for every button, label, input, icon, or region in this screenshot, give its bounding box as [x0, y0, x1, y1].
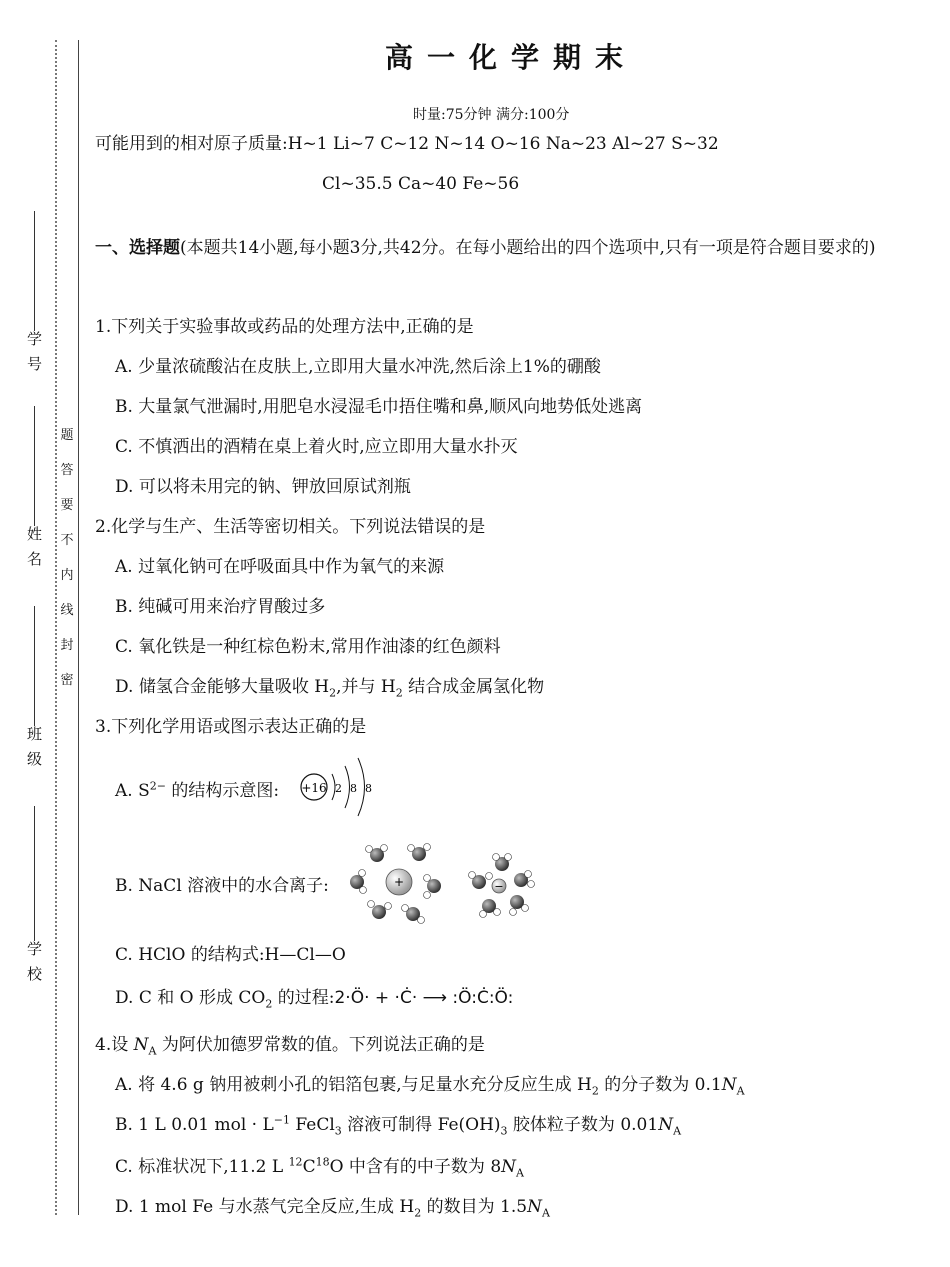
avogadro-symbol: N	[133, 1035, 149, 1055]
q3-option-a[interactable]	[115, 776, 279, 801]
avogadro-symbol: N	[721, 1075, 737, 1095]
anion-sign: −	[494, 880, 504, 893]
q3-stem: 3.下列化学用语或图示表达正确的是	[95, 717, 367, 737]
q1-option-d[interactable]: D. 可以将未用完的钠、钾放回原试剂瓶	[115, 477, 411, 497]
q2-d-text: ,并与 H	[336, 677, 396, 697]
q4-option-d[interactable]	[115, 1192, 550, 1220]
class-label: 班级	[25, 726, 43, 776]
subscript: A	[516, 1166, 524, 1180]
shell-electrons: 8	[365, 782, 372, 795]
q4-c-text: O 中含有的中子数为 8	[329, 1157, 502, 1177]
atomic-masses-line2: Cl~35.5 Ca~40 Fe~56	[322, 174, 520, 194]
seal-char: 封	[60, 638, 74, 653]
subscript: A	[541, 1206, 550, 1220]
q2-d-text: 结合成金属氢化物	[402, 677, 545, 697]
seal-char: 密	[60, 673, 74, 688]
q2-option-d[interactable]	[115, 672, 544, 699]
seal-char: 答	[60, 463, 74, 478]
field-class[interactable]	[22, 600, 46, 776]
q3-d-text: 的过程:	[272, 988, 335, 1008]
electron-shell-arc	[358, 758, 365, 816]
binding-margin	[0, 0, 95, 1215]
section-desc: (本题共14小题,每小题3分,共42分。在每小题给出的四个选项中,只有一项是符合题目要求的)	[180, 238, 876, 258]
name-blank[interactable]	[34, 406, 35, 526]
q2-option-a[interactable]: A. 过氧化钠可在呼吸面具中作为氧气的来源	[115, 557, 445, 577]
q2-option-c[interactable]: C. 氧化铁是一种红棕色粉末,常用作油漆的红色颜料	[115, 637, 501, 657]
avogadro-symbol: N	[501, 1157, 517, 1177]
subscript: 2	[265, 997, 273, 1011]
subscript: 2	[329, 686, 337, 700]
exam-meta: 时量:75分钟 满分:100分	[413, 107, 570, 123]
q3-option-b[interactable]: B. NaCl 溶液中的水合离子:	[115, 876, 329, 896]
subscript: 2	[591, 1084, 599, 1098]
student-id-blank[interactable]	[34, 211, 35, 331]
q1-stem: 1.下列关于实验事故或药品的处理方法中,正确的是	[95, 317, 474, 337]
fold-dotted-line	[55, 40, 57, 1215]
class-blank[interactable]	[34, 606, 35, 726]
q4-d-text: 的数目为 1.5	[421, 1197, 528, 1217]
shell-electrons: 2	[335, 782, 342, 795]
superscript: −1	[273, 1113, 290, 1127]
subscript: 2	[414, 1206, 422, 1220]
seal-warning	[58, 418, 76, 698]
seal-char: 要	[60, 498, 74, 513]
atomic-masses-line1: 可能用到的相对原子质量:H~1 Li~7 C~12 N~14 O~16 Na~23 Al~27 S~32	[95, 134, 719, 154]
page-title: 高一化学期末	[385, 41, 638, 74]
q4-b-text: 溶液可制得 Fe(OH)	[341, 1115, 501, 1135]
q1-option-a[interactable]: A. 少量浓硫酸沾在皮肤上,立即用大量水冲洗,然后涂上1%的硼酸	[115, 357, 601, 377]
q4-a-text: 的分子数为 0.1	[598, 1075, 722, 1095]
superscript: 2−	[149, 779, 166, 793]
field-school[interactable]	[22, 800, 46, 991]
q4-option-a[interactable]	[115, 1070, 745, 1097]
electron-shell-arc	[345, 766, 350, 808]
q4-option-b[interactable]	[115, 1110, 681, 1137]
q4-c-text: C	[302, 1157, 316, 1177]
q4-option-c[interactable]	[115, 1152, 524, 1179]
section-title: 一、选择题	[95, 238, 180, 258]
q3-option-c[interactable]: C. HClO 的结构式:H—Cl—O	[115, 945, 346, 965]
lewis-equation-right: :Ö:Ċ:Ö:	[452, 988, 514, 1008]
hydrated-cation	[350, 844, 441, 924]
section-heading	[95, 228, 940, 268]
cation-sign: +	[393, 875, 405, 889]
seal-char: 题	[60, 428, 74, 443]
subscript: 3	[334, 1124, 342, 1138]
superscript: 18	[315, 1155, 330, 1169]
subscript: A	[148, 1044, 157, 1058]
field-name[interactable]	[22, 400, 46, 576]
q3-d-text: D. C 和 O 形成 CO	[115, 988, 266, 1008]
shell-electrons: 8	[350, 782, 357, 795]
superscript: 12	[288, 1155, 303, 1169]
hydrated-ions-diagram	[347, 840, 547, 925]
q4-b-text: B. 1 L 0.01 mol · L	[115, 1115, 274, 1135]
subscript: 3	[500, 1124, 508, 1138]
q4-stem-text: 为阿伏加德罗常数的值。下列说法正确的是	[156, 1035, 485, 1055]
q2-d-text: D. 储氢合金能够大量吸收 H	[115, 677, 330, 697]
seal-char: 不	[60, 533, 74, 548]
seal-char: 线	[60, 603, 74, 618]
hydrated-anion	[469, 854, 535, 918]
student-id-label: 学号	[25, 331, 43, 381]
sulfide-ion-structure-diagram	[298, 752, 388, 822]
lewis-equation-left: 2·Ö· + ·Ċ· ⟶	[334, 988, 447, 1008]
nucleus-charge: +16	[301, 781, 327, 795]
q4-stem-text: 4.设	[95, 1035, 134, 1055]
subscript: A	[736, 1084, 745, 1098]
q4-stem	[95, 1030, 485, 1057]
avogadro-symbol: N	[527, 1197, 542, 1217]
avogadro-symbol: N	[658, 1115, 674, 1135]
subscript: 2	[395, 686, 403, 700]
name-label: 姓名	[25, 526, 43, 576]
q3-a-text: A. S	[115, 781, 150, 801]
seal-line	[78, 40, 79, 1215]
school-label: 学校	[25, 941, 43, 991]
subscript: A	[673, 1124, 682, 1138]
seal-char: 内	[60, 568, 74, 583]
q4-b-text: FeCl	[289, 1115, 335, 1135]
q1-option-c[interactable]: C. 不慎洒出的酒精在桌上着火时,应立即用大量水扑灭	[115, 437, 518, 457]
field-student-id[interactable]	[22, 205, 46, 381]
q1-option-b[interactable]: B. 大量氯气泄漏时,用肥皂水浸湿毛巾捂住嘴和鼻,顺风向地势低处逃离	[115, 397, 643, 417]
q4-b-text: 胶体粒子数为 0.01	[507, 1115, 659, 1135]
school-blank[interactable]	[34, 806, 35, 941]
q4-a-text: A. 将 4.6 g 钠用被刺小孔的铝箔包裹,与足量水充分反应生成 H	[115, 1075, 592, 1095]
q3-a-text: 的结构示意图:	[165, 781, 280, 801]
q3-option-d[interactable]	[115, 983, 513, 1010]
q4-c-text: C. 标准状况下,11.2 L	[115, 1157, 289, 1177]
q2-option-b[interactable]: B. 纯碱可用来治疗胃酸过多	[115, 597, 326, 617]
q4-d-text: D. 1 mol Fe 与水蒸气完全反应,生成 H	[115, 1197, 415, 1217]
q2-stem: 2.化学与生产、生活等密切相关。下列说法错误的是	[95, 517, 486, 537]
